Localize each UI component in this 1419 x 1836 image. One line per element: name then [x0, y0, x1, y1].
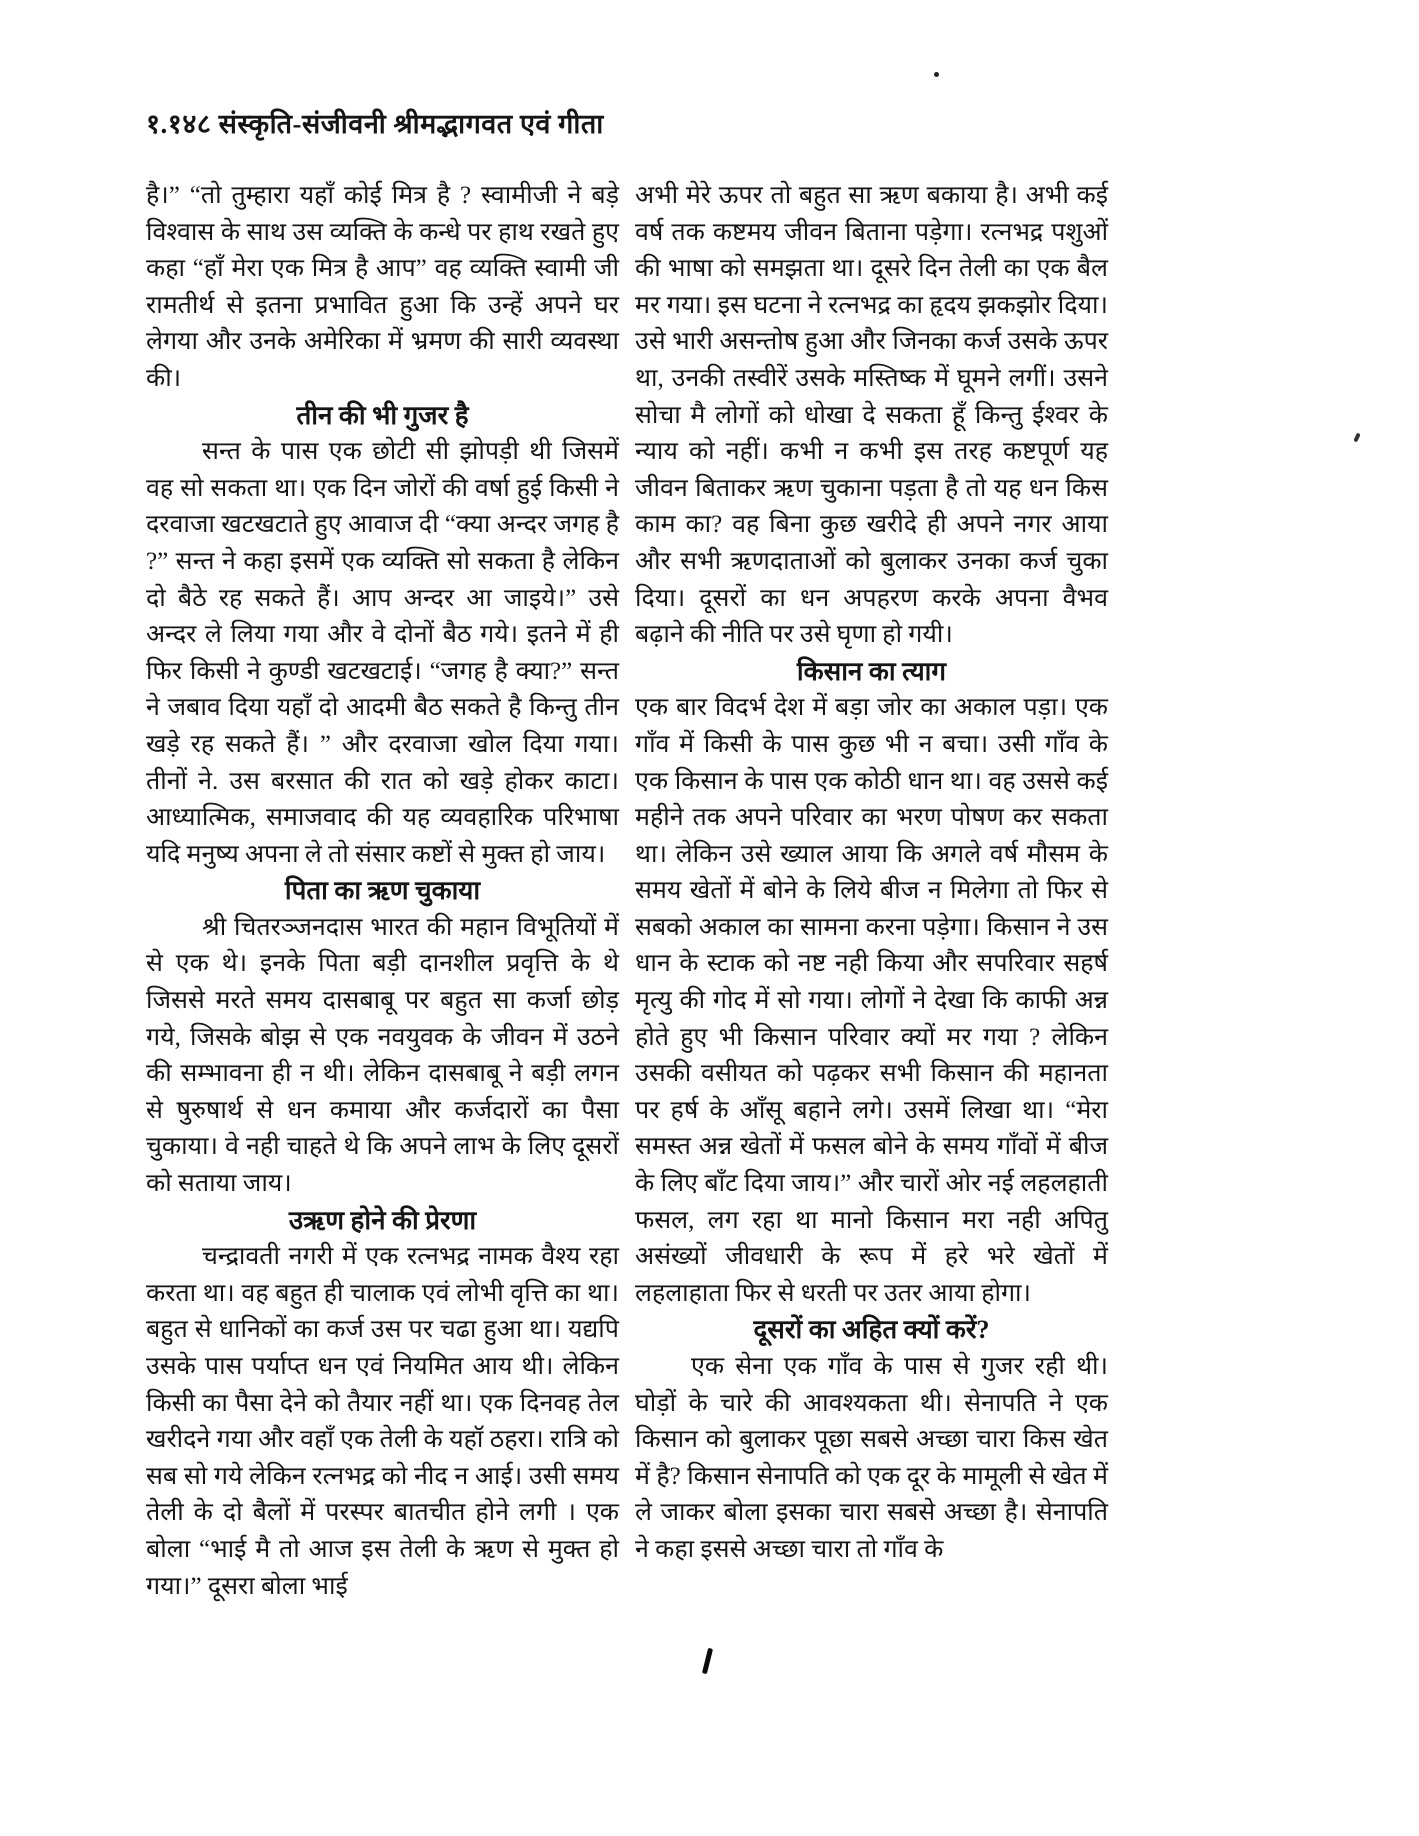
dust-speck [934, 72, 939, 77]
paragraph: एक सेना एक गाँव के पास से गुजर रही थी। घोड़ों के चारे की आवश्यकता थी। सेनापति ने एक किसान को बुलाकर पूछा सबसे अच्छा चारा किस खेत में है? किसान सेनापति को एक दूर के मामूली से खेत में ले जाकर बोला इसका चारा सबसे अच्छा है। सेनापति ने कहा इससे अच्छा चारा तो गाँव के [635, 1353, 1108, 1563]
section-heading-dusron-ka-ahit-kyon-karen: दूसरों का अहित क्यों करें? [753, 1315, 990, 1345]
right-column [635, 178, 1108, 1569]
section-heading-teen-ki-bhi-gujar-hai: तीन की भी गुजर है [296, 400, 469, 430]
ink-mark [702, 1648, 713, 1674]
paragraph: एक बार विदर्भ देश में बड़ा जोर का अकाल पड़ा। एक गाँव में किसी के पास कुछ भी न बचा। उसी गाँव के एक किसान के पास एक कोठी धान था। वह उससे कई महीने तक अपने परिवार का भरण पोषण कर सकता था। लेकिन उसे ख्याल आया कि अगले वर्ष मौसम के समय खेतों में बोने के लिये बीज न मिलेगा तो फिर से सबको अकाल का सामना करना पड़ेगा। किसान ने उस धान के स्टाक को नष्ट नही किया और सपरिवार सहर्ष मृत्यु की गोद में सो गया। लोगों ने देखा कि काफी अन्न होते हुए भी किसान परिवार क्यों मर गया ? लेकिन उसकी वसीयत को पढ़कर सभी किसान की महानता पर हर्ष के आँसू बहाने लगे। उसमें लिखा था। “मेरा समस्त अन्न खेतों में फसल बोने के समय गाँवों में बीज के लिए बाँट दिया जाय।” और चारों ओर नई लहलहाती फसल, लग रहा था मानो किसान मरा नही अपितु असंख्यों जीवधारी के रूप में हरे भरे खेतों में लहलाहाता फिर से धरती पर उतर आया होगा। [635, 694, 1108, 1307]
text-columns [146, 178, 1108, 1605]
section-heading-pita-ka-rin-chukaya: पिता का ऋण चुकाया [284, 876, 481, 906]
dust-speck [1353, 433, 1360, 443]
left-column [146, 178, 619, 1605]
section-heading-urin-hone-ki-prerna: उऋण होने की प्रेरणा [288, 1205, 477, 1235]
paragraph: चन्द्रावती नगरी में एक रत्नभद्र नामक वैश्य रहा करता था। वह बहुत ही चालाक एवं लोभी वृत्ति का था। बहुत से धानिकों का कर्ज उस पर चढा हुआ था। यद्यपि उसके पास पर्याप्त धन एवं नियमित आय थी। लेकिन किसी का पैसा देने को तैयार नहीं था। एक दिनवह तेल खरीदने गया और वहाँ एक तेली के यहॉ ठहरा। रात्रि को सब सो गये लेकिन रत्नभद्र को नीद न आई। उसी समय तेली के दो बैलों में परस्पर बातचीत होने लगी । एक बोला “भाई मै तो आज इस तेली के ऋण से मुक्त हो गया।” दूसरा बोला भाई [146, 1243, 619, 1600]
paragraph-continuation: अभी मेरे ऊपर तो बहुत सा ऋण बकाया है। अभी कई वर्ष तक कष्टमय जीवन बिताना पड़ेगा। रत्नभद्र पशुओं की भाषा को समझता था। दूसरे दिन तेली का एक बैल मर गया। इस घटना ने रत्नभद्र का हृदय झकझोर दिया। उसे भारी असन्तोष हुआ और जिनका कर्ज उसके ऊपर था, उनकी तस्वीरें उसके मस्तिष्क में घूमने लगीं। उसने सोचा मै लोगों को धोखा दे सकता हूँ किन्तु ईश्वर के न्याय को नहीं। कभी न कभी इस तरह कष्टपूर्ण यह जीवन बिताकर ऋण चुकाना पड़ता है तो यह धन किस काम का? वह बिना कुछ खरीदे ही अपने नगर आया और सभी ऋणदाताओं को बुलाकर उनका कर्ज चुका दिया। दूसरों का धन अपहरण करके अपना वैभव बढ़ाने की नीति पर उसे घृणा हो गयी। [635, 182, 1108, 649]
page-number-and-book-title: १.१४८ संस्कृति-संजीवनी श्रीमद्भागवत एवं गीता [146, 109, 604, 139]
section-heading-kisan-ka-tyag: किसान का त्याग [796, 656, 947, 686]
paragraph: श्री चितरञ्जनदास भारत की महान विभूतियों में से एक थे। इनके पिता बड़ी दानशील प्रवृत्ति के थे जिससे मरते समय दासबाबू पर बहुत सा कर्जा छोड़ गये, जिसके बोझ से एक नवयुवक के जीवन में उठने की सम्भावना ही न थी। लेकिन दासबाबू ने बड़ी लगन से षुरुषार्थ से धन कमाया और कर्जदारों का पैसा चुकाया। वे नही चाहते थे कि अपने लाभ के लिए दूसरों को सताया जाय। [146, 913, 619, 1198]
paragraph-continuation: है।” “तो तुम्हारा यहाँ कोई मित्र है ? स्वामीजी ने बड़े विश्वास के साथ उस व्यक्ति के कन्धे पर हाथ रखते हुए कहा “हाँ मेरा एक मित्र है आप” वह व्यक्ति स्वामी जी रामतीर्थ से इतना प्रभावित हुआ कि उन्हें अपने घर लेगया और उनके अमेरिका में भ्रमण की सारी व्यवस्था की। [146, 182, 619, 392]
paragraph: सन्त के पास एक छोटी सी झोपड़ी थी जिसमें वह सो सकता था। एक दिन जोरों की वर्षा हुई किसी ने दरवाजा खटखटाते हुए आवाज दी “क्या अन्दर जगह है ?” सन्त ने कहा इसमें एक व्यक्ति सो सकता है लेकिन दो बैठे रह सकते हैं। आप अन्दर आ जाइये।” उसे अन्दर ले लिया गया और वे दोनों बैठ गये। इतने में ही फिर किसी ने कुण्डी खटखटाई। “जगह है क्या?” सन्त ने जबाव दिया यहाँ दो आदमी बैठ सकते है किन्तु तीन खड़े रह सकते हैं। ” और दरवाजा खोल दिया गया। तीनों ने. उस बरसात की रात को खड़े होकर काटा। आध्यात्मिक, समाजवाद की यह व्यवहारिक परिभाषा यदि मनुष्य अपना ले तो संसार कष्टों से मुक्त हो जाय। [146, 438, 619, 868]
